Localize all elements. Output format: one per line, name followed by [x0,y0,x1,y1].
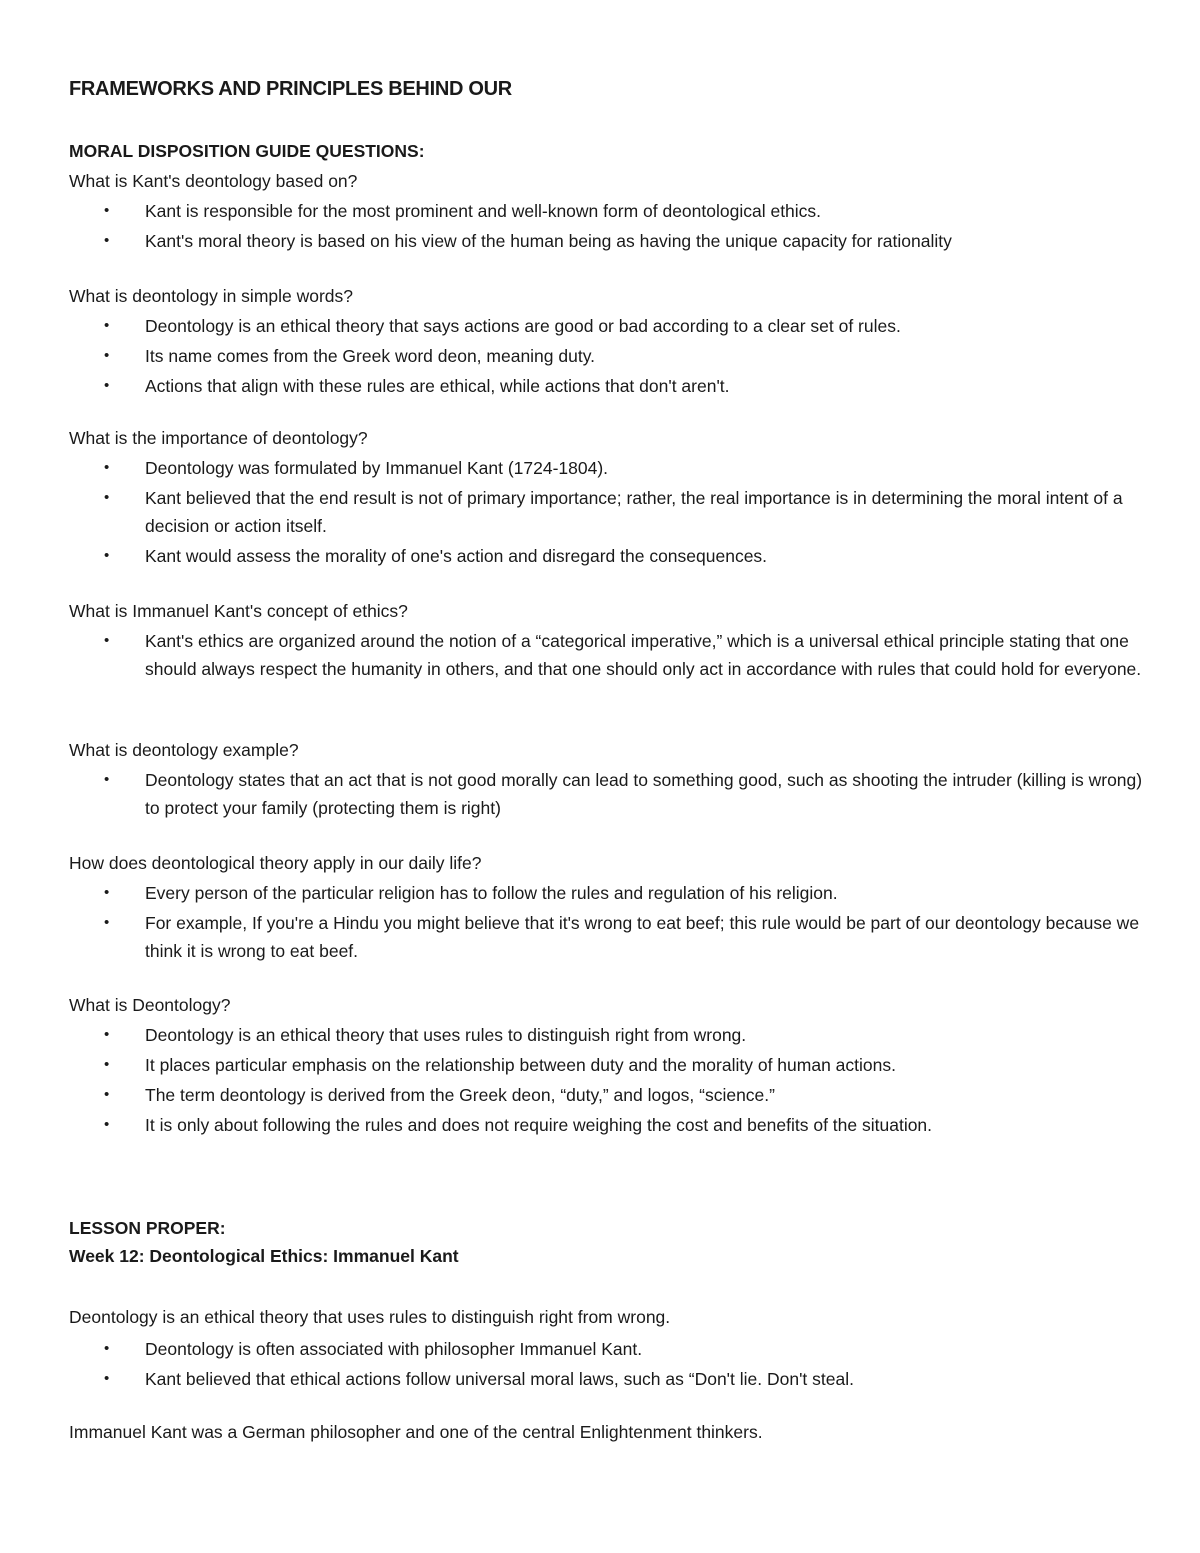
week-title: Week 12: Deontological Ethics: Immanuel Kant [69,1246,459,1266]
list-item-text: Every person of the particular religion has to follow the rules and regulation of his religion. [145,883,838,903]
bullet-icon: • [104,1026,110,1043]
bullet-icon: • [104,1056,110,1073]
list-item [69,342,1149,370]
list-item [69,1365,1149,1393]
bullet-icon: • [104,1370,110,1387]
question-text: What is deontology in simple words? [69,286,354,306]
list-item [69,227,1149,255]
list-item-text: The term deontology is derived from the Greek deon, “duty,” and logos, “science.” [145,1085,775,1105]
list-item-text: Kant's moral theory is based on his view of the human being as having the unique capacity for rationality [145,231,952,251]
list-item [69,1081,1149,1109]
answer-list [69,879,1149,965]
list-item [69,627,1149,683]
list-item [69,542,1149,570]
question-section [69,167,1149,255]
list-item-text: Kant would assess the morality of one's action and disregard the consequences. [145,546,768,566]
list-item [69,766,1149,822]
list-item-text: Deontology is an ethical theory that says actions are good or bad according to a clear set of rules. [145,316,901,336]
list-item [69,197,1149,225]
question-section [69,282,1149,400]
list-item [69,909,1149,965]
bullet-icon: • [104,771,110,788]
bullet-icon: • [104,347,110,364]
bullet-icon: • [104,1340,110,1357]
answer-list [69,1021,1149,1139]
list-item-text: Deontology is an ethical theory that uses rules to distinguish right from wrong. [145,1025,747,1045]
bullet-icon: • [104,884,110,901]
lesson-list [69,1335,1149,1393]
bullet-icon: • [104,1116,110,1133]
bullet-icon: • [104,377,110,394]
question-section [69,424,1149,570]
bullet-icon: • [104,547,110,564]
answer-list [69,312,1149,400]
answer-list [69,627,1149,683]
question-section [69,736,1149,822]
answer-list [69,197,1149,255]
list-item [69,312,1149,340]
question-text: What is the importance of deontology? [69,428,368,448]
list-item [69,1051,1149,1079]
list-item-text: For example, If you're a Hindu you might believe that it's wrong to eat beef; this rule would be part of our deontology because we think it is wrong to eat beef. [145,913,1140,961]
answer-list [69,766,1149,822]
list-item [69,1111,1149,1139]
list-item-text: It places particular emphasis on the relationship between duty and the morality of human actions. [145,1055,896,1075]
list-item [69,454,1149,482]
lesson-proper-heading: LESSON PROPER: [69,1218,226,1238]
document-title: FRAMEWORKS AND PRINCIPLES BEHIND OUR [69,78,512,100]
bullet-icon: • [104,202,110,219]
question-text: What is Immanuel Kant's concept of ethics? [69,601,408,621]
lesson-bullet-section [69,1333,1149,1393]
question-section [69,849,1149,965]
bullet-icon: • [104,317,110,334]
list-item [69,1335,1149,1363]
list-item-text: Kant is responsible for the most prominent and well-known form of deontological ethics. [145,201,822,221]
list-item [69,1021,1149,1049]
closing-paragraph: Immanuel Kant was a German philosopher and one of the central Enlightenment thinkers. [69,1422,763,1442]
bullet-icon: • [104,489,110,506]
bullet-icon: • [104,459,110,476]
lesson-intro: Deontology is an ethical theory that uses rules to distinguish right from wrong. [69,1307,671,1327]
list-item-text: Deontology was formulated by Immanuel Kant (1724-1804). [145,458,609,478]
question-section [69,991,1149,1139]
bullet-icon: • [104,914,110,931]
question-text: What is deontology example? [69,740,299,760]
list-item-text: Kant believed that ethical actions follow universal moral laws, such as “Don't lie. Don't steal. [145,1369,854,1389]
list-item-text: Kant's ethics are organized around the notion of a “categorical imperative,” which is a universal ethical principle stating that one should always respect the humanity in others, and that one should only act in accordance with rules that could hold for everyone. [145,631,1142,679]
bullet-icon: • [104,632,110,649]
list-item-text: Kant believed that the end result is not of primary importance; rather, the real importance is in determining the moral intent of a decision or action itself. [145,488,1123,536]
question-section [69,597,1149,683]
bullet-icon: • [104,1086,110,1103]
list-item-text: Its name comes from the Greek word deon, meaning duty. [145,346,596,366]
list-item [69,372,1149,400]
list-item [69,484,1149,540]
list-item [69,879,1149,907]
list-item-text: Deontology states that an act that is not good morally can lead to something good, such as shooting the intruder (killing is wrong) to protect your family (protecting them is right) [145,770,1143,818]
guide-questions-heading: MORAL DISPOSITION GUIDE QUESTIONS: [69,141,425,161]
bullet-icon: • [104,232,110,249]
question-text: How does deontological theory apply in our daily life? [69,853,482,873]
list-item-text: Actions that align with these rules are ethical, while actions that don't aren't. [145,376,730,396]
list-item-text: Deontology is often associated with philosopher Immanuel Kant. [145,1339,643,1359]
question-text: What is Deontology? [69,995,231,1015]
answer-list [69,454,1149,570]
list-item-text: It is only about following the rules and does not require weighing the cost and benefits of the situation. [145,1115,933,1135]
question-text: What is Kant's deontology based on? [69,171,358,191]
